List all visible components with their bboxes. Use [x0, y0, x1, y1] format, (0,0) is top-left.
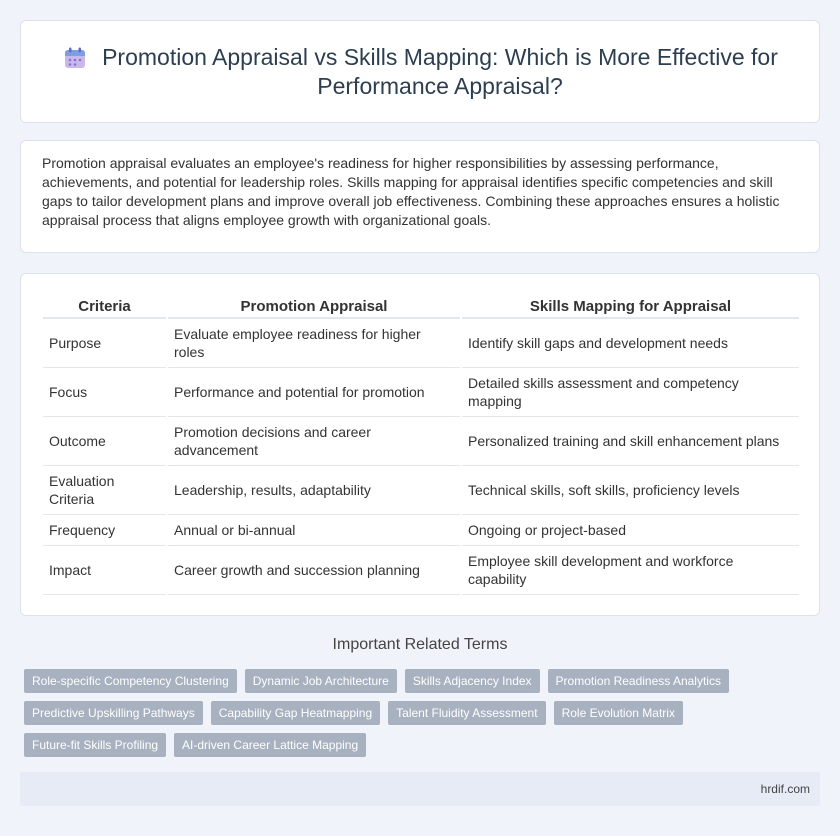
table-cell: Frequency	[43, 515, 166, 546]
comparison-table	[41, 296, 801, 595]
intro-text: Promotion appraisal evaluates an employee's readiness for higher responsibilities by assessing performance, achievements, and potential for leadership roles. Skills mapping for appraisal identifies specific competencies and skill gaps to tailor development plans and improve overall job effectiveness. Combining these approaches ensures a holistic appraisal process that aligns employee growth with organizational goals.	[42, 155, 780, 228]
comparison-table-card	[20, 273, 820, 616]
related-terms-tags	[24, 669, 804, 757]
table-cell: Ongoing or project-based	[462, 515, 799, 546]
table-cell: Focus	[43, 368, 166, 417]
table-cell: Personalized training and skill enhancement plans	[462, 417, 799, 466]
related-term-tag[interactable]: Dynamic Job Architecture	[245, 669, 397, 693]
table-cell: Employee skill development and workforce capability	[462, 546, 799, 595]
table-cell: Identify skill gaps and development needs	[462, 319, 799, 368]
related-term-tag[interactable]: Role Evolution Matrix	[554, 701, 683, 725]
table-row	[43, 368, 799, 417]
related-term-tag[interactable]: Role-specific Competency Clustering	[24, 669, 237, 693]
related-term-tag[interactable]: Promotion Readiness Analytics	[548, 669, 729, 693]
page-title: Promotion Appraisal vs Skills Mapping: Which is More Effective for Performance Appraisal?	[102, 43, 778, 99]
table-cell: Technical skills, soft skills, proficiency levels	[462, 466, 799, 515]
table-cell: Detailed skills assessment and competency mapping	[462, 368, 799, 417]
related-term-tag[interactable]: Talent Fluidity Assessment	[388, 701, 545, 725]
related-term-tag[interactable]: Predictive Upskilling Pathways	[24, 701, 203, 725]
table-cell: Career growth and succession planning	[168, 546, 460, 595]
table-row	[43, 466, 799, 515]
table-row	[43, 319, 799, 368]
title-wrap	[21, 21, 819, 122]
table-cell: Annual or bi-annual	[168, 515, 460, 546]
table-cell: Impact	[43, 546, 166, 595]
table-row	[43, 546, 799, 595]
table-cell: Evaluation Criteria	[43, 466, 166, 515]
footer	[20, 772, 820, 806]
table-cell: Promotion decisions and career advancement	[168, 417, 460, 466]
table-cell: Evaluate employee readiness for higher roles	[168, 319, 460, 368]
related-term-tag[interactable]: Capability Gap Heatmapping	[211, 701, 380, 725]
related-terms-title: Important Related Terms	[332, 636, 508, 653]
header-promotion-appraisal: Promotion Appraisal	[168, 296, 460, 319]
table-cell: Outcome	[43, 417, 166, 466]
table-cell: Performance and potential for promotion	[168, 368, 460, 417]
header-skills-mapping: Skills Mapping for Appraisal	[462, 296, 799, 319]
title-card	[20, 20, 820, 123]
related-term-tag[interactable]: Future-fit Skills Profiling	[24, 733, 166, 757]
table-row	[43, 515, 799, 546]
related-term-tag[interactable]: AI-driven Career Lattice Mapping	[174, 733, 366, 757]
table-row	[43, 417, 799, 466]
table-header-row	[43, 296, 799, 319]
table-cell: Purpose	[43, 319, 166, 368]
footer-site-link[interactable]: hrdif.com	[760, 782, 810, 796]
table-cell: Leadership, results, adaptability	[168, 466, 460, 515]
related-term-tag[interactable]: Skills Adjacency Index	[405, 669, 540, 693]
header-criteria: Criteria	[43, 296, 166, 319]
intro-card	[20, 140, 820, 253]
